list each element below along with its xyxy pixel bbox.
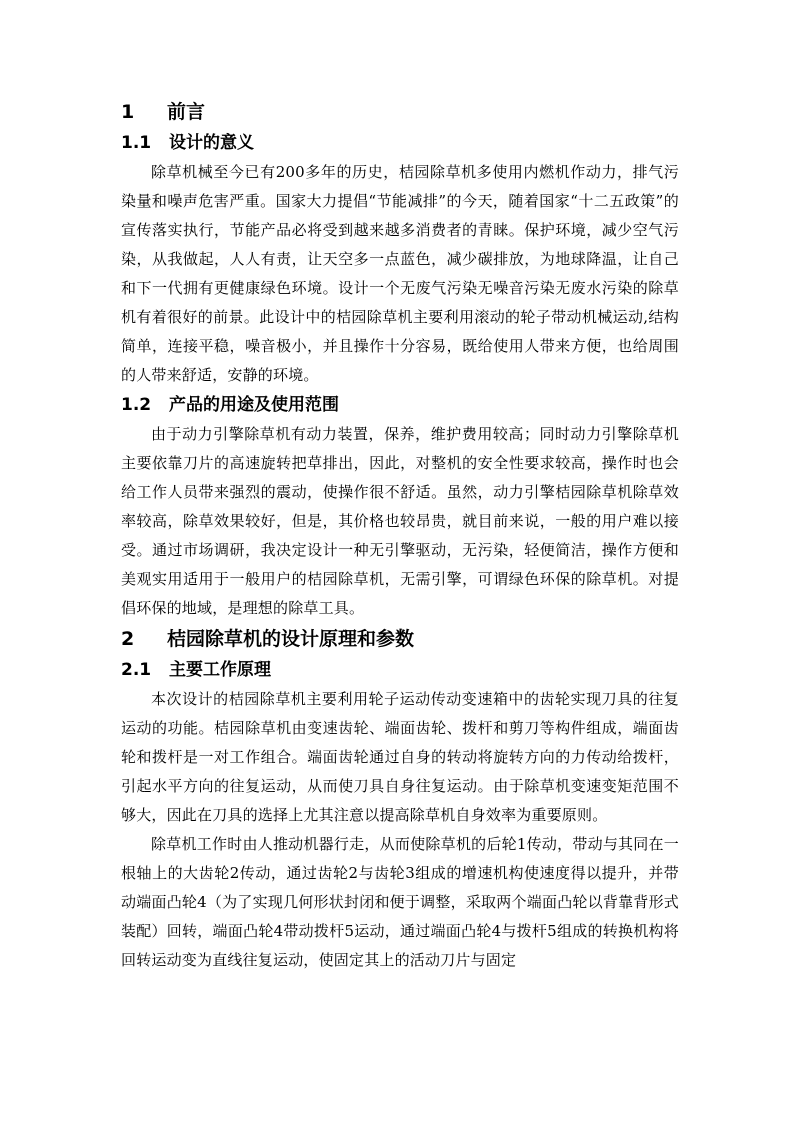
subsection-heading-2-1 [121, 655, 679, 685]
paragraph: 由于动力引擎除草机有动力装置，保养，维护费用较高；同时动力引擎除草机主要依靠刀片的高速旋转把草排出，因此，对整机的安全性要求较高，操作时也会给工作人员带来强烈的震动，使操作很不舒适。虽然，动力引擎桔园除草机除草效率较高，除草效果较好，但是，其价格也较昂贵，就目前来说，一般的用户难以接受。通过市场调研，我决定设计一种无引擎驱动，无污染，轻便简洁，操作方便和美观实用适用于一般用户的桔园除草机，无需引擎，可谓绿色环保的除草机。对提倡环保的地域，是理想的除草工具。 [121, 425, 679, 617]
paragraph: 本次设计的桔园除草机主要利用轮子运动传动变速箱中的齿轮实现刀具的往复运动的功能。桔园除草机由变速齿轮、端面齿轮、拨杆和剪刀等构件组成，端面齿轮和拨杆是一对工作组合。端面齿轮通过自身的转动将旋转方向的力传动给拨杆，引起水平方向的往复运动，从而使刀具自身往复运动。由于除草机变速变矩范围不够大，因此在刀具的选择上尤其注意以提高除草机自身效率为重要原则。 [121, 690, 679, 824]
subsection-title: 设计的意义 [169, 133, 254, 153]
section-title: 桔园除草机的设计原理和参数 [167, 628, 415, 650]
section-number: 2 [121, 628, 135, 650]
section-heading-1 [121, 96, 679, 128]
subsection-number: 1.1 [121, 133, 152, 153]
paragraph: 除草机械至今已有200多年的历史，桔园除草机多使用内燃机作动力，排气污染量和噪声危害严重。国家大力提倡“节能减排”的今天，随着国家“十二五政策”的宣传落实执行，节能产品必将受到越来越多消费者的青睐。保护环境，减少空气污染，从我做起，人人有责，让天空多一点蓝色，减少碳排放，为地球降温，让自己和下一代拥有更健康绿色环境。设计一个无废气污染无噪音污染无废水污染的除草机有着很好的前景。此设计中的桔园除草机主要利用滚动的轮子带动机械运动,结构简单，连接平稳，噪音极小，并且操作十分容易，既给使用人带来方便，也给周围的人带来舒适，安静的环境。 [121, 163, 679, 384]
subsection-heading-1-1 [121, 128, 679, 158]
subsection-heading-1-2 [121, 390, 679, 420]
subsection-title: 产品的用途及使用范围 [169, 395, 339, 415]
subsection-number: 2.1 [121, 660, 152, 680]
section-number: 1 [121, 101, 135, 123]
section-title: 前言 [167, 101, 206, 123]
subsection-title: 主要工作原理 [169, 660, 271, 680]
section-heading-2 [121, 623, 679, 655]
paragraph: 除草机工作时由人推动机器行走，从而使除草机的后轮1传动，带动与其同在一根轴上的大齿轮2传动，通过齿轮2与齿轮3组成的增速机构使速度得以提升，并带动端面凸轮4（为了实现几何形状封闭和便于调整，采取两个端面凸轮以背靠背形式装配）回转，端面凸轮4带动拨杆5运动，通过端面凸轮4与拨杆5组成的转换机构将回转运动变为直线往复运动，使固定其上的活动刀片与固定 [121, 835, 679, 969]
subsection-number: 1.2 [121, 395, 152, 415]
document-body [121, 96, 679, 975]
